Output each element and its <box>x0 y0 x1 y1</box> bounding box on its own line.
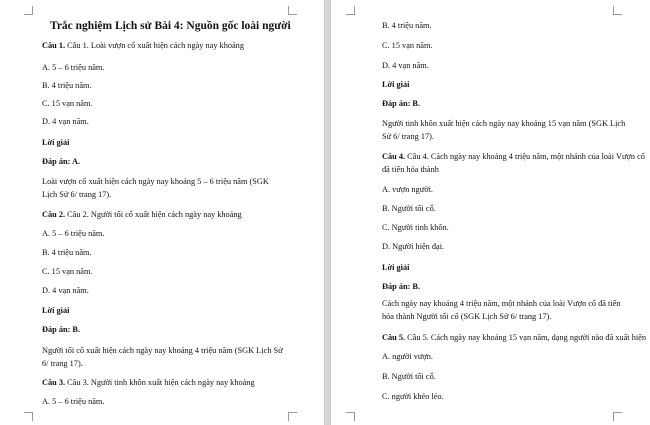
answer-4: Đáp án: B. <box>382 282 421 291</box>
explanation-1-line-2: Lịch Sử 6/ trang 17). <box>42 190 112 199</box>
q2-option-c: C. 15 vạn năm. <box>42 267 93 276</box>
document-page-right <box>331 0 650 425</box>
document-title: Trắc nghiệm Lịch sử Bài 4: Nguồn gốc loài người <box>50 20 291 32</box>
explanation-3-line-2: Sử 6/ trang 17). <box>382 132 434 141</box>
q4-option-d: D. Người hiện đại. <box>382 242 445 251</box>
q2-option-a: A. 5 – 6 triệu năm. <box>42 229 105 238</box>
answer-3: Đáp án: B. <box>382 99 421 108</box>
explanation-4-line-2: hóa thành Người tối cổ (SGK Lịch Sử 6/ trang 17). <box>382 312 552 321</box>
question-3: Câu 3. Câu 3. Người tinh khôn xuất hiện cách ngày nay khoảng <box>42 378 255 387</box>
q5-option-c: C. người khéo léo. <box>382 392 444 401</box>
q4-option-b: B. Người tối cổ. <box>382 204 436 213</box>
q2-option-b: B. 4 triệu năm. <box>42 248 92 257</box>
solution-heading: Lời giải <box>42 306 70 315</box>
page-corner-mark <box>346 6 355 15</box>
question-5: Câu 5. Câu 5. Cách ngày nay khoảng 15 vạn năm, dạng người nào đã xuất hiện <box>382 333 646 342</box>
page-corner-mark <box>24 412 33 421</box>
question-4-line-1: Câu 4. Câu 4. Cách ngày nay khoảng 4 triệu năm, một nhánh của loài Vượn cổ <box>382 152 645 161</box>
solution-heading: Lời giải <box>42 138 70 147</box>
q4-option-c: C. Người tinh khôn. <box>382 223 449 232</box>
q1-option-c: C. 15 vạn năm. <box>42 99 93 108</box>
document-page-left <box>0 0 324 425</box>
q1-option-a: A. 5 – 6 triệu năm. <box>42 63 105 72</box>
explanation-3-line-1: Người tinh khôn xuất hiện cách ngày nay khoảng 15 vạn năm (SGK Lịch <box>382 119 626 128</box>
q3-option-a: A. 5 – 6 triệu năm. <box>42 397 105 406</box>
page-corner-mark <box>288 412 297 421</box>
question-1: Câu 1. Câu 1. Loài vượn cổ xuất hiện cách ngày nay khoảng <box>42 41 244 50</box>
q5-option-a: A. người vượn. <box>382 352 433 361</box>
question-2: Câu 2. Câu 2. Người tối cổ xuất hiện cách ngày nay khoảng <box>42 210 242 219</box>
q5-option-b: B. Người tối cổ. <box>382 372 436 381</box>
q3-option-b: B. 4 triệu năm. <box>382 21 432 30</box>
q3-option-d: D. 4 vạn năm. <box>382 61 429 70</box>
answer-1: Đáp án: A. <box>42 157 81 166</box>
q1-option-d: D. 4 vạn năm. <box>42 117 89 126</box>
page-corner-mark <box>613 412 622 421</box>
q4-option-a: A. vượn người. <box>382 185 433 194</box>
page-corner-mark <box>24 6 33 15</box>
answer-2: Đáp án: B. <box>42 325 81 334</box>
question-4-line-2: đã tiến hóa thành <box>382 165 439 174</box>
page-corner-mark <box>288 6 297 15</box>
page-corner-mark <box>613 6 622 15</box>
solution-heading: Lời giải <box>382 80 410 89</box>
explanation-4-line-1: Cách ngày nay khoảng 4 triệu năm, một nhánh của loài Vượn cổ đã tiến <box>382 299 621 308</box>
explanation-1-line-1: Loài vượn cổ xuất hiện cách ngày nay khoảng 5 – 6 triệu năm (SGK <box>42 177 269 186</box>
solution-heading: Lời giải <box>382 263 410 272</box>
explanation-2-line-2: 6/ trang 17). <box>42 359 83 368</box>
page-corner-mark <box>346 412 355 421</box>
q2-option-d: D. 4 vạn năm. <box>42 286 89 295</box>
q3-option-c: C. 15 vạn năm. <box>382 41 433 50</box>
q1-option-b: B. 4 triệu năm. <box>42 81 92 90</box>
explanation-2-line-1: Người tối cổ xuất hiện cách ngày nay khoảng 4 triệu năm (SGK Lịch Sử <box>42 346 283 355</box>
